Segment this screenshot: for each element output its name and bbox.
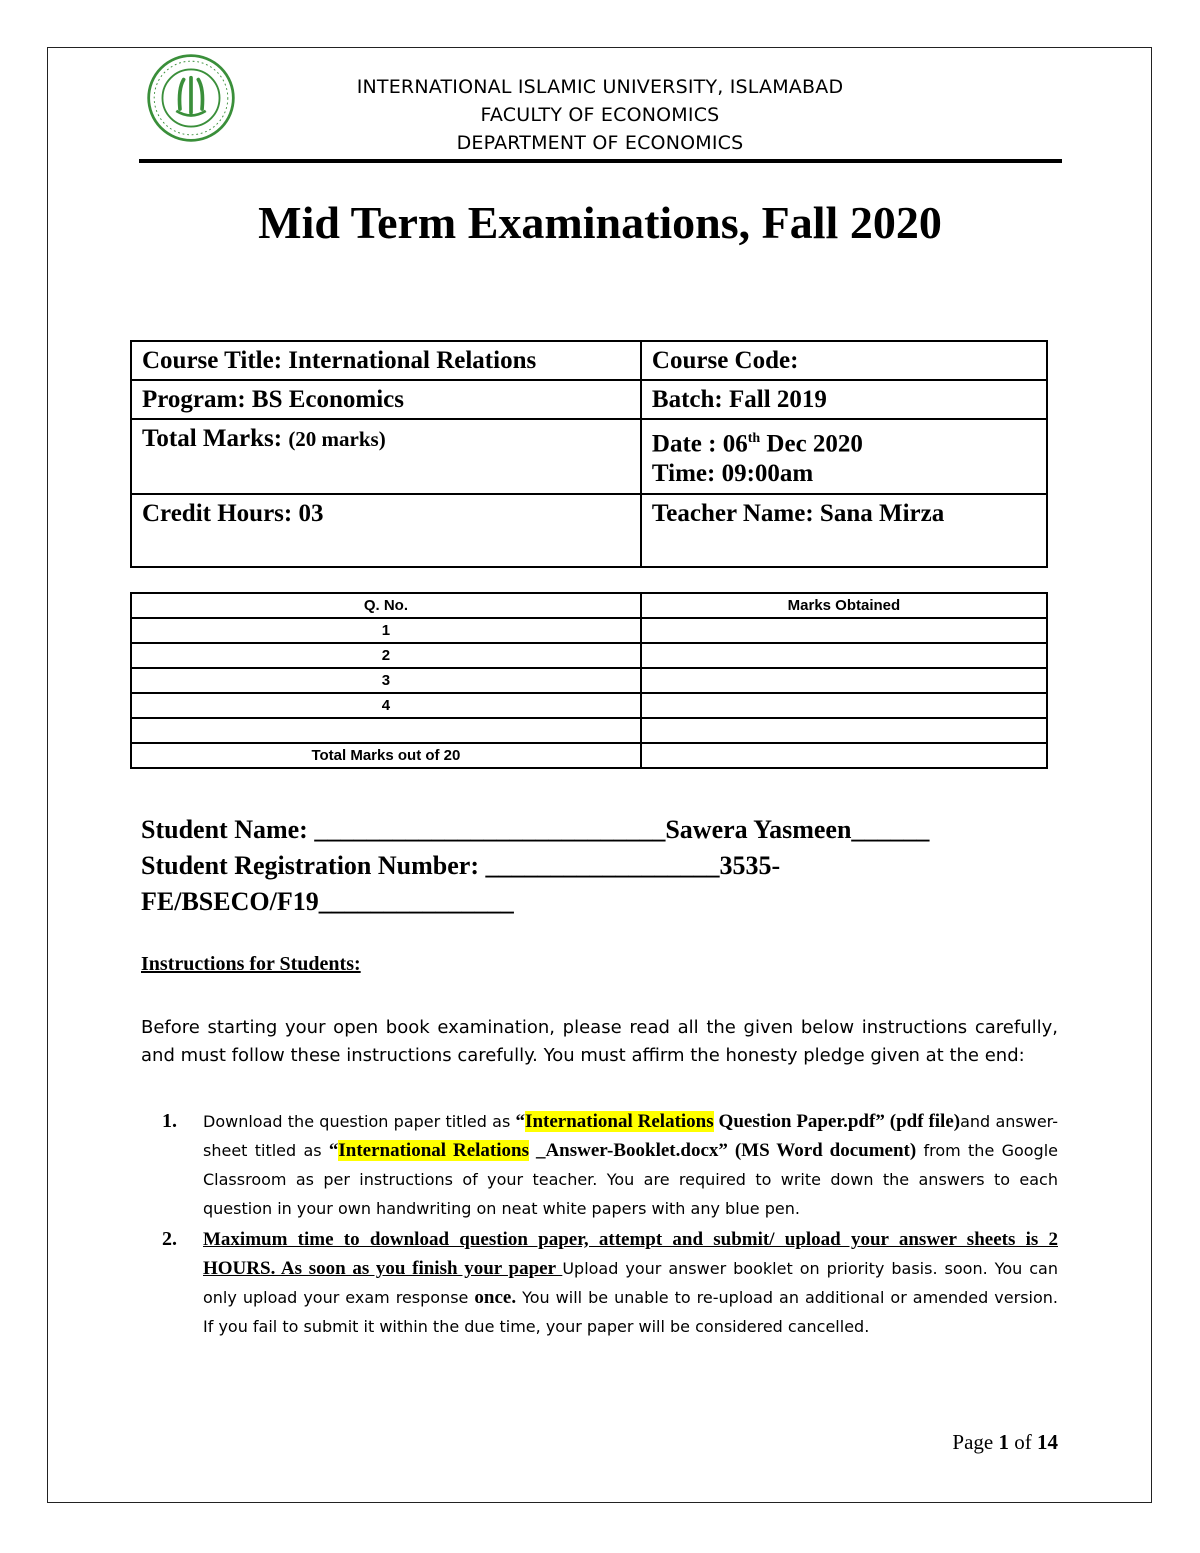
qno-cell	[131, 718, 641, 743]
faculty-name: FACULTY OF ECONOMICS	[480, 104, 720, 126]
instructions-list	[160, 1107, 1058, 1341]
item1-quote-open: “	[515, 1111, 526, 1132]
date-suffix: Dec 2020	[760, 430, 863, 458]
item1-text-g: from the Google Classroom as per instructions of your teacher. You are required to write down the answers to each question in your own handwriting on neat white papers with any blue pen.	[203, 1141, 1058, 1218]
university-name: INTERNATIONAL ISLAMIC UNIVERSITY, ISLAMABAD	[356, 76, 844, 98]
credit-hours-cell: Credit Hours: 03	[131, 494, 641, 567]
department-name: DEPARTMENT OF ECONOMICS	[456, 132, 744, 154]
item2-text-c: once.	[474, 1287, 517, 1308]
batch-cell: Batch: Fall 2019	[641, 380, 1047, 419]
item2-text-b: Upload your answer booklet on priority basis. soon. You can only upload your exam response	[203, 1259, 1058, 1307]
page-of: of	[1009, 1430, 1037, 1454]
marks-cell	[641, 668, 1047, 693]
qno-cell: 3	[131, 668, 641, 693]
marks-cell	[641, 643, 1047, 668]
total-marks-cell	[131, 419, 641, 494]
registration-value-part1: 3535-	[719, 851, 781, 880]
table-row	[131, 693, 1047, 718]
page-word: Page	[952, 1430, 999, 1454]
qno-cell: 2	[131, 643, 641, 668]
item2-text-d: You will be unable to re-upload an additional or amended version. If you fail to submit it within the due time, your paper will be considered cancelled.	[203, 1288, 1058, 1336]
table-row	[131, 743, 1047, 768]
table-row	[131, 494, 1047, 567]
header-rule	[139, 159, 1062, 163]
marks-cell	[641, 693, 1047, 718]
course-info-table	[130, 340, 1048, 568]
qno-cell: 4	[131, 693, 641, 718]
table-row	[131, 380, 1047, 419]
date-time-cell	[641, 419, 1047, 494]
total-marks-value: (20 marks)	[288, 427, 386, 451]
date-prefix: Date : 06	[651, 430, 748, 458]
item1-text-c: Question Paper.pdf” (pdf file)	[713, 1111, 961, 1132]
registration-trail: _______________	[318, 887, 514, 916]
page-current: 1	[998, 1430, 1009, 1454]
registration-label: Student Registration Number:	[141, 851, 486, 880]
column-header-qno: Q. No.	[131, 593, 641, 618]
item1-text-f: _Answer-Booklet.docx” (MS Word document)	[529, 1140, 917, 1161]
registration-line	[141, 848, 1041, 884]
student-details	[141, 812, 1041, 920]
list-item	[160, 1107, 1058, 1223]
exam-title: Mid Term Examinations, Fall 2020	[258, 197, 942, 248]
page-total: 14	[1037, 1430, 1058, 1454]
date-line	[652, 424, 1036, 459]
item1-quote-open-2: “	[328, 1140, 339, 1161]
qno-cell: 1	[131, 618, 641, 643]
total-marks-label: Total Marks:	[142, 425, 283, 452]
item1-highlight-2: International Relations	[338, 1140, 529, 1161]
teacher-cell: Teacher Name: Sana Mirza	[641, 494, 1047, 567]
table-row	[131, 718, 1047, 743]
time-line: Time: 09:00am	[651, 460, 814, 488]
course-title-cell: Course Title: International Relations	[131, 341, 641, 380]
marks-cell	[641, 743, 1047, 768]
marks-table	[130, 592, 1048, 769]
column-header-marks: Marks Obtained	[641, 593, 1047, 618]
marks-cell	[641, 618, 1047, 643]
instructions-heading: Instructions for Students:	[141, 953, 361, 975]
item2-text-a: Maximum time to download question paper, attempt and submit/ upload your answer sheets is 2 HOURS. As soon as you finish your paper	[203, 1229, 1058, 1279]
registration-value-part2: FE/BSECO/F19	[141, 887, 319, 916]
date-superscript: th	[747, 431, 761, 446]
marks-cell	[641, 718, 1047, 743]
table-row	[131, 668, 1047, 693]
table-row	[131, 341, 1047, 380]
course-code-cell: Course Code:	[641, 341, 1047, 380]
university-header	[200, 73, 1000, 157]
student-name-blank: ___________________________	[314, 815, 666, 844]
registration-blank: __________________	[485, 851, 720, 880]
item1-text-d: and answer-sheet titled as	[203, 1112, 1058, 1160]
registration-line-2	[141, 884, 1041, 920]
page-number	[900, 1430, 1058, 1455]
program-cell: Program: BS Economics	[131, 380, 641, 419]
student-name-value: Sawera Yasmeen	[665, 815, 852, 844]
student-name-label: Student Name:	[141, 815, 315, 844]
list-item	[160, 1225, 1058, 1341]
list-number: 1.	[162, 1110, 177, 1132]
table-row	[131, 618, 1047, 643]
instructions-intro: Before starting your open book examination, please read all the given below instructions carefully, and must follow these instructions carefully. You must affirm the honesty pledge given at the end:	[141, 1017, 1058, 1066]
table-header-row	[131, 593, 1047, 618]
student-name-line	[141, 812, 1041, 848]
item1-text-a: Download the question paper titled as	[203, 1112, 516, 1131]
student-name-trail: ______	[851, 815, 930, 844]
list-number: 2.	[162, 1228, 177, 1250]
table-row	[131, 419, 1047, 494]
item1-highlight-1: International Relations	[525, 1111, 714, 1132]
total-marks-row-label: Total Marks out of 20	[131, 743, 641, 768]
table-row	[131, 643, 1047, 668]
